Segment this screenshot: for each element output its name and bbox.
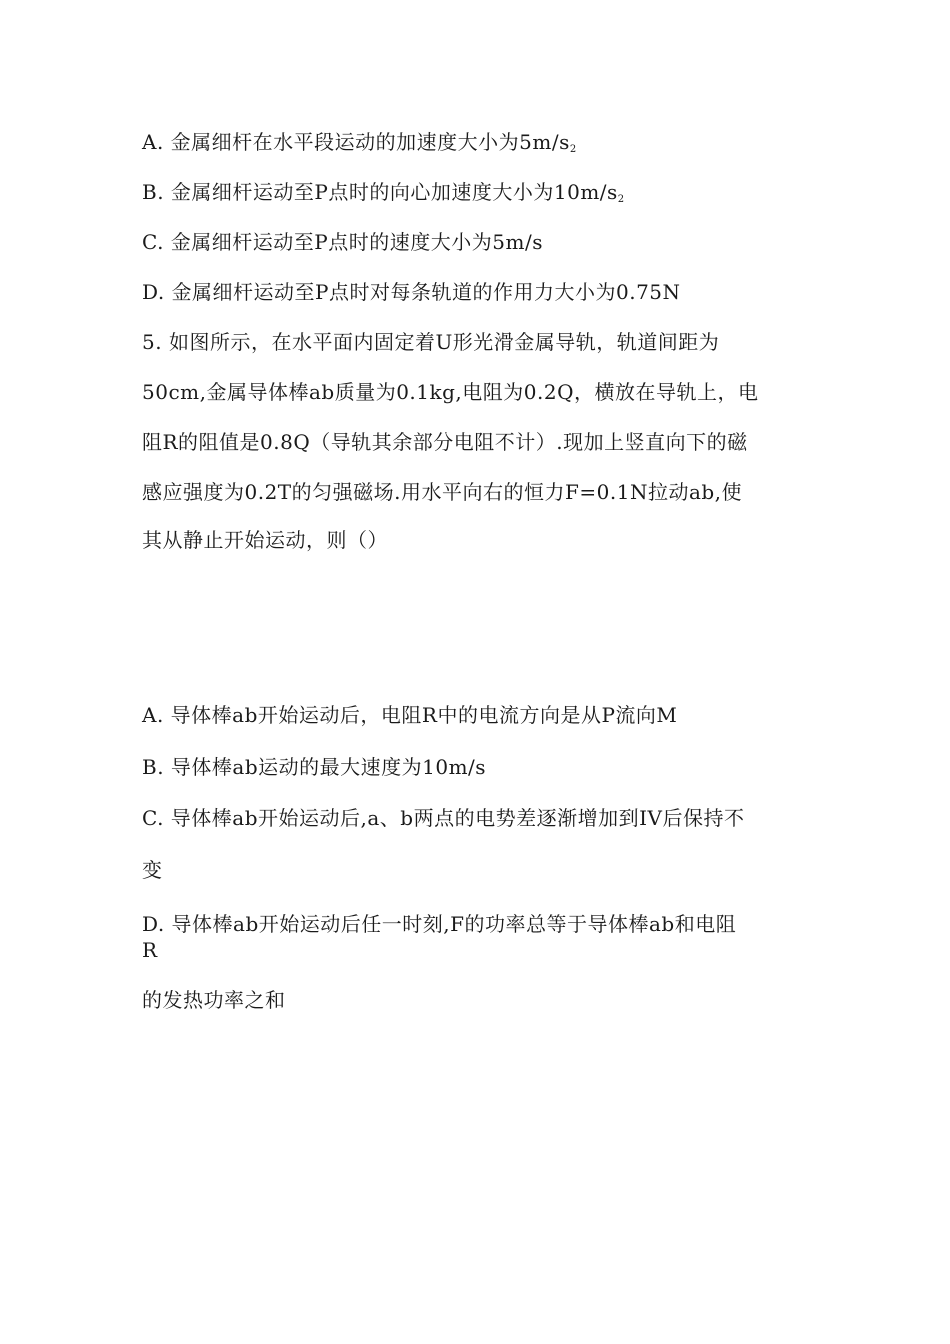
q5-option-c-continued: 变 [142, 858, 163, 882]
q5-stem-line-3: 阻R的阻值是0.8Q（导轨其余部分电阻不计）.现加上竖直向下的磁 [142, 430, 748, 454]
q5-stem-line-2: 50cm,金属导体棒ab质量为0.1kg,电阻为0.2Q，横放在导轨上，电 [142, 380, 759, 404]
q5-option-d: D. 导体棒ab开始运动后任一时刻,F的功率总等于导体棒ab和电阻 [142, 912, 737, 936]
superscript-2: 2 [617, 194, 625, 205]
q5-option-d-continued: R [142, 938, 158, 962]
q4-option-a: A. 金属细杆在水平段运动的加速度大小为$5m/s_2$ [142, 130, 577, 155]
superscript-2: 2 [569, 144, 577, 155]
q5-stem-line-4: 感应强度为0.2T的匀强磁场.用水平向右的恒力F=0.1N拉动ab,使 [142, 480, 743, 504]
q4-option-d: D. 金属细杆运动至P点时对每条轨道的作用力大小为0.75N [142, 280, 681, 304]
q5-stem-line-1: 5. 如图所示，在水平面内固定着U形光滑金属导轨，轨道间距为 [142, 330, 720, 354]
q4-option-b: B. 金属细杆运动至P点时的向心加速度大小为$10m/s_2$ [142, 180, 625, 205]
q5-option-b: B. 导体棒ab运动的最大速度为10m/s [142, 755, 487, 779]
q4-option-c: C. 金属细杆运动至P点时的速度大小为5m/s [142, 230, 543, 254]
q5-option-a: A. 导体棒ab开始运动后，电阻R中的电流方向是从P流向M [142, 703, 678, 727]
q5-option-d-end: 的发热功率之和 [142, 988, 286, 1012]
q5-stem-line-5: 其从静止开始运动，则（） [142, 528, 388, 552]
q5-option-c: C. 导体棒ab开始运动后,a、b两点的电势差逐渐增加到IV后保持不 [142, 806, 745, 830]
